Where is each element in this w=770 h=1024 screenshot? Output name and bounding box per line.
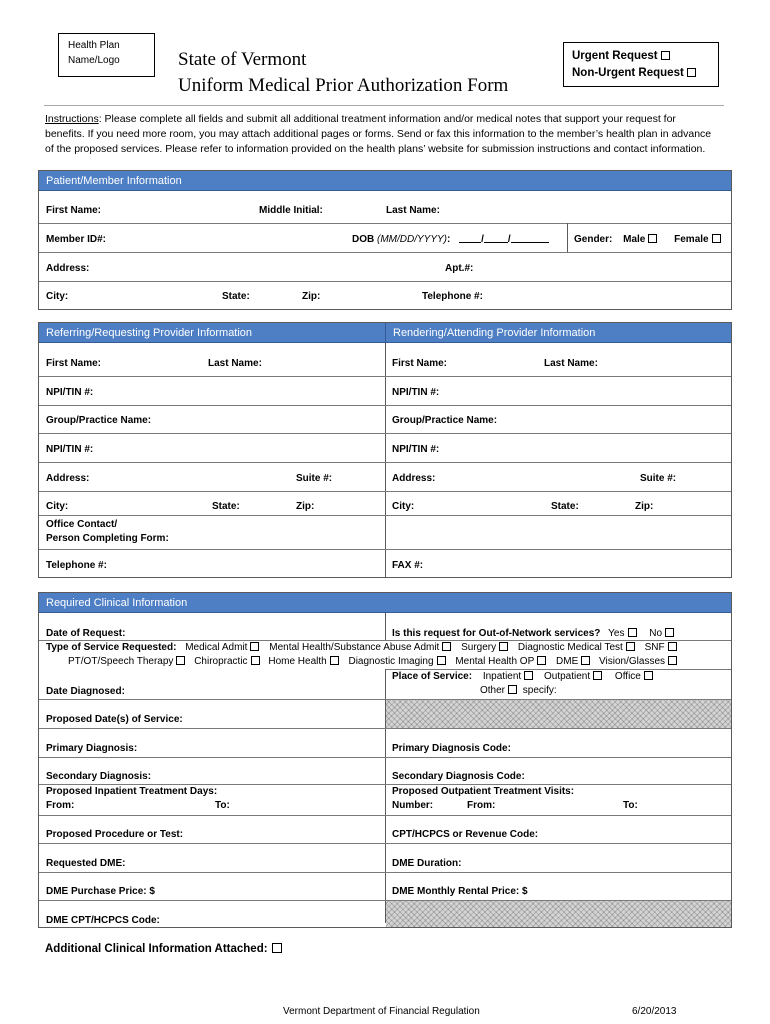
instructions-line-3: of the proposed services. Please refer to information provided on the health plans’ website for submission instructions and contact information. bbox=[45, 143, 706, 155]
place-of-service-label: Place of Service: bbox=[392, 671, 473, 682]
non-urgent-request-option bbox=[572, 65, 718, 82]
divider bbox=[39, 405, 731, 406]
dme-purchase-price-label: DME Purchase Price: $ bbox=[46, 886, 155, 897]
patient-city-label: City: bbox=[46, 291, 69, 302]
patient-apt-label: Apt.#: bbox=[445, 263, 474, 274]
divider bbox=[385, 669, 731, 670]
referring-suite-label: Suite #: bbox=[296, 473, 333, 484]
outpatient-checkbox[interactable] bbox=[593, 671, 602, 680]
dob-day-blank[interactable] bbox=[484, 234, 508, 243]
divider bbox=[39, 376, 731, 377]
dob-colon: : bbox=[447, 234, 451, 245]
urgency-box bbox=[563, 42, 719, 87]
urgent-request-label: Urgent Request bbox=[572, 50, 658, 62]
inpatient-days-label: Proposed Inpatient Treatment Days: bbox=[46, 786, 218, 797]
patient-section bbox=[38, 170, 732, 310]
patient-address-label: Address: bbox=[46, 263, 90, 274]
title-line-1: State of Vermont bbox=[178, 49, 307, 70]
additional-info-label: Additional Clinical Information Attached: bbox=[45, 943, 268, 955]
rendering-provider-heading: Rendering/Attending Provider Information bbox=[385, 323, 731, 343]
footer-date: 6/20/2013 bbox=[632, 1006, 677, 1017]
male-checkbox[interactable] bbox=[648, 234, 657, 243]
chiropractic-checkbox[interactable] bbox=[251, 656, 260, 665]
rendering-city-label: City: bbox=[392, 501, 415, 512]
urgent-request-option bbox=[572, 48, 718, 65]
divider bbox=[567, 223, 568, 252]
office-label: Office bbox=[614, 671, 641, 682]
rendering-fax-label: FAX #: bbox=[392, 560, 424, 571]
dme-label: DME bbox=[556, 656, 579, 667]
home-health-label: Home Health bbox=[268, 656, 327, 667]
shaded-cell bbox=[386, 700, 731, 728]
referring-first-name-label: First Name: bbox=[46, 358, 102, 369]
additional-info-checkbox[interactable] bbox=[272, 943, 282, 953]
diagnostic-imaging-label: Diagnostic Imaging bbox=[348, 656, 434, 667]
header-divider bbox=[44, 105, 724, 106]
primary-diagnosis-code-label: Primary Diagnosis Code: bbox=[392, 743, 511, 754]
dob-slash-1: / bbox=[481, 234, 484, 245]
patient-middle-initial-label: Middle Initial: bbox=[259, 205, 323, 216]
additional-info-field bbox=[45, 943, 282, 955]
divider bbox=[39, 515, 731, 516]
dob-year-blank[interactable] bbox=[511, 234, 549, 243]
inpatient-label: Inpatient bbox=[482, 671, 522, 682]
instructions bbox=[45, 112, 725, 157]
office-contact-field bbox=[46, 518, 169, 546]
dme-rental-price-label: DME Monthly Rental Price: $ bbox=[392, 886, 528, 897]
instructions-line-2: benefits. If you need more room, you may attach additional pages or forms. Send or fax this information to the member’s health plan in advance bbox=[45, 128, 712, 140]
non-urgent-request-label: Non-Urgent Request bbox=[572, 67, 684, 79]
cpt-code-label: CPT/HCPCS or Revenue Code: bbox=[392, 829, 539, 840]
patient-first-name-label: First Name: bbox=[46, 205, 102, 216]
referring-address-label: Address: bbox=[46, 473, 90, 484]
snf-checkbox[interactable] bbox=[668, 642, 677, 651]
divider bbox=[39, 784, 731, 785]
female-checkbox[interactable] bbox=[712, 234, 721, 243]
outpatient-from-label: From: bbox=[467, 800, 496, 811]
proposed-dates-label: Proposed Date(s) of Service: bbox=[46, 714, 183, 725]
office-contact-label-2: Person Completing Form: bbox=[46, 533, 169, 544]
outpatient-to-label: To: bbox=[623, 800, 638, 811]
referring-state-label: State: bbox=[212, 501, 240, 512]
referring-last-name-label: Last Name: bbox=[208, 358, 262, 369]
provider-section bbox=[38, 322, 732, 578]
rendering-last-name-label: Last Name: bbox=[544, 358, 598, 369]
dme-duration-label: DME Duration: bbox=[392, 858, 462, 869]
referring-npi-label-2: NPI/TIN #: bbox=[46, 444, 94, 455]
mental-health-op-label: Mental Health OP bbox=[455, 656, 535, 667]
dob-format: (MM/DD/YYYY) bbox=[377, 234, 448, 245]
oon-no-checkbox[interactable] bbox=[665, 628, 674, 637]
referring-zip-label: Zip: bbox=[296, 501, 315, 512]
instructions-line-1: : Please complete all fields and submit all additional treatment information and/or medical notes that support your request for bbox=[98, 113, 676, 125]
outpatient-label: Outpatient bbox=[543, 671, 591, 682]
place-of-service-row-2 bbox=[480, 685, 557, 696]
service-type-row-2 bbox=[68, 656, 677, 667]
divider bbox=[39, 843, 731, 844]
rendering-state-label: State: bbox=[551, 501, 579, 512]
divider bbox=[39, 433, 731, 434]
dme-checkbox[interactable] bbox=[581, 656, 590, 665]
date-diagnosed-label: Date Diagnosed: bbox=[46, 686, 125, 697]
outpatient-visits-label: Proposed Outpatient Treatment Visits: bbox=[392, 786, 575, 797]
oon-yes-checkbox[interactable] bbox=[628, 628, 637, 637]
dme-cpt-label: DME CPT/HCPCS Code: bbox=[46, 915, 160, 926]
vision-label: Vision/Glasses bbox=[599, 656, 666, 667]
divider bbox=[39, 640, 731, 641]
outpatient-number-label: Number: bbox=[392, 800, 434, 811]
patient-last-name-label: Last Name: bbox=[386, 205, 440, 216]
divider bbox=[39, 549, 731, 550]
instructions-lead: Instructions bbox=[45, 113, 99, 125]
divider bbox=[39, 462, 731, 463]
health-plan-logo-box bbox=[58, 33, 155, 77]
patient-state-label: State: bbox=[222, 291, 250, 302]
divider bbox=[39, 281, 731, 282]
medical-admit-label: Medical Admit bbox=[185, 642, 248, 653]
referring-city-label: City: bbox=[46, 501, 69, 512]
specify-label: specify: bbox=[522, 685, 557, 696]
vision-checkbox[interactable] bbox=[668, 656, 677, 665]
gender-field bbox=[574, 234, 721, 245]
dob-month-blank[interactable] bbox=[459, 234, 481, 243]
divider bbox=[39, 728, 731, 729]
female-label: Female bbox=[674, 234, 709, 245]
divider bbox=[39, 872, 731, 873]
rendering-npi-label-1: NPI/TIN #: bbox=[392, 387, 440, 398]
date-of-request-label: Date of Request: bbox=[46, 628, 126, 639]
diagnostic-imaging-checkbox[interactable] bbox=[437, 656, 446, 665]
surgery-checkbox[interactable] bbox=[499, 642, 508, 651]
inpatient-to-label: To: bbox=[215, 800, 230, 811]
rendering-zip-label: Zip: bbox=[635, 501, 654, 512]
out-of-network-label: Is this request for Out-of-Network services? bbox=[392, 628, 601, 639]
inpatient-checkbox[interactable] bbox=[524, 671, 533, 680]
logo-line-2: Name/Logo bbox=[68, 55, 120, 66]
rendering-group-label: Group/Practice Name: bbox=[392, 415, 498, 426]
member-id-label: Member ID#: bbox=[46, 234, 107, 245]
pt-ot-checkbox[interactable] bbox=[176, 656, 185, 665]
divider bbox=[39, 223, 731, 224]
other-label: Other bbox=[480, 685, 506, 696]
rendering-suite-label: Suite #: bbox=[640, 473, 677, 484]
rendering-first-name-label: First Name: bbox=[392, 358, 448, 369]
gender-label: Gender: bbox=[574, 234, 613, 245]
other-checkbox[interactable] bbox=[508, 685, 517, 694]
divider bbox=[385, 613, 386, 640]
home-health-checkbox[interactable] bbox=[330, 656, 339, 665]
shaded-cell bbox=[386, 901, 731, 927]
referring-telephone-label: Telephone #: bbox=[46, 560, 107, 571]
service-type-row-1 bbox=[46, 642, 677, 653]
clinical-section bbox=[38, 592, 732, 928]
form-title bbox=[178, 47, 508, 99]
title-line-2: Uniform Medical Prior Authorization Form bbox=[178, 75, 509, 96]
patient-zip-label: Zip: bbox=[302, 291, 321, 302]
inpatient-from-label: From: bbox=[46, 800, 75, 811]
clinical-section-heading: Required Clinical Information bbox=[39, 593, 731, 613]
service-type-label: Type of Service Requested: bbox=[46, 642, 177, 653]
primary-diagnosis-label: Primary Diagnosis: bbox=[46, 743, 138, 754]
mental-health-admit-checkbox[interactable] bbox=[442, 642, 451, 651]
patient-telephone-label: Telephone #: bbox=[422, 291, 483, 302]
secondary-diagnosis-code-label: Secondary Diagnosis Code: bbox=[392, 771, 525, 782]
diagnostic-test-label: Diagnostic Medical Test bbox=[517, 642, 623, 653]
divider bbox=[39, 757, 731, 758]
oon-yes-label: Yes bbox=[608, 628, 625, 639]
footer-organization: Vermont Department of Financial Regulation bbox=[283, 1006, 480, 1017]
out-of-network-field bbox=[392, 628, 674, 639]
diagnostic-test-checkbox[interactable] bbox=[626, 642, 635, 651]
divider bbox=[39, 815, 731, 816]
referring-provider-heading: Referring/Requesting Provider Information bbox=[39, 323, 385, 343]
mental-health-op-checkbox[interactable] bbox=[537, 656, 546, 665]
office-contact-label-1: Office Contact/ bbox=[46, 519, 118, 530]
urgent-request-checkbox[interactable] bbox=[661, 51, 670, 60]
requested-dme-label: Requested DME: bbox=[46, 858, 126, 869]
medical-admit-checkbox[interactable] bbox=[250, 642, 259, 651]
logo-line-1: Health Plan bbox=[68, 40, 120, 51]
divider bbox=[39, 252, 731, 253]
oon-no-label: No bbox=[649, 628, 663, 639]
referring-group-label: Group/Practice Name: bbox=[46, 415, 152, 426]
column-divider bbox=[385, 343, 386, 577]
secondary-diagnosis-label: Secondary Diagnosis: bbox=[46, 771, 152, 782]
non-urgent-request-checkbox[interactable] bbox=[687, 68, 696, 77]
snf-label: SNF bbox=[644, 642, 665, 653]
divider bbox=[39, 491, 731, 492]
dob-slash-2: / bbox=[507, 234, 511, 245]
surgery-label: Surgery bbox=[461, 642, 497, 653]
dob-label: DOB bbox=[352, 234, 375, 245]
office-checkbox[interactable] bbox=[644, 671, 653, 680]
procedure-label: Proposed Procedure or Test: bbox=[46, 829, 184, 840]
mental-health-admit-label: Mental Health/Substance Abuse Admit bbox=[269, 642, 440, 653]
male-label: Male bbox=[623, 234, 646, 245]
referring-npi-label-1: NPI/TIN #: bbox=[46, 387, 94, 398]
pt-ot-label: PT/OT/Speech Therapy bbox=[68, 656, 174, 667]
dob-field bbox=[352, 234, 549, 245]
rendering-address-label: Address: bbox=[392, 473, 436, 484]
rendering-npi-label-2: NPI/TIN #: bbox=[392, 444, 440, 455]
patient-section-heading: Patient/Member Information bbox=[39, 171, 731, 191]
chiropractic-label: Chiropractic bbox=[194, 656, 248, 667]
place-of-service-row-1 bbox=[392, 671, 653, 682]
